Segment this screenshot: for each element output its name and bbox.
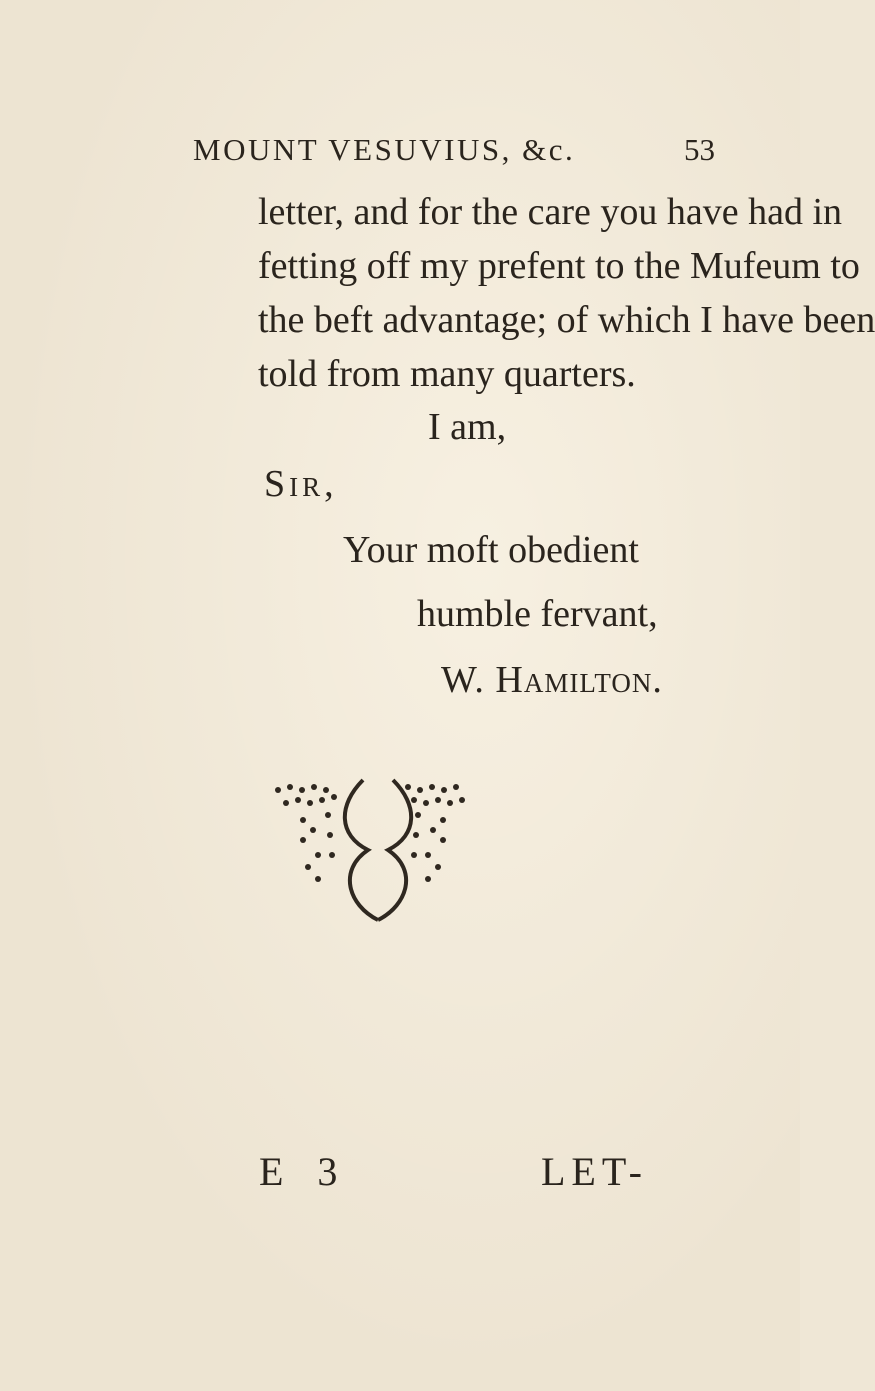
body-line-4: told from many quarters.: [258, 353, 636, 395]
catchword: LET-: [541, 1149, 648, 1194]
body-line-1: letter, and for the care you have had in: [258, 191, 843, 233]
closing-i-am: I am,: [428, 406, 507, 448]
closing-line-humble: humble fervant,: [417, 593, 658, 635]
body-line-2: fetting off my prefent to the Mufeum to: [258, 245, 860, 287]
body-line-3: the beft advantage; of which I have been: [258, 299, 875, 341]
printers-ornament: [258, 775, 558, 925]
page-number: 53: [684, 132, 715, 167]
closing-salutation: Sir,: [264, 463, 338, 505]
running-head-title: MOUNT VESUVIUS, &c.: [193, 132, 576, 167]
closing-line-obedient: Your moft obedient: [343, 529, 639, 571]
signature-mark: E 3: [259, 1149, 350, 1194]
signature: W. Hamilton.: [441, 659, 663, 701]
